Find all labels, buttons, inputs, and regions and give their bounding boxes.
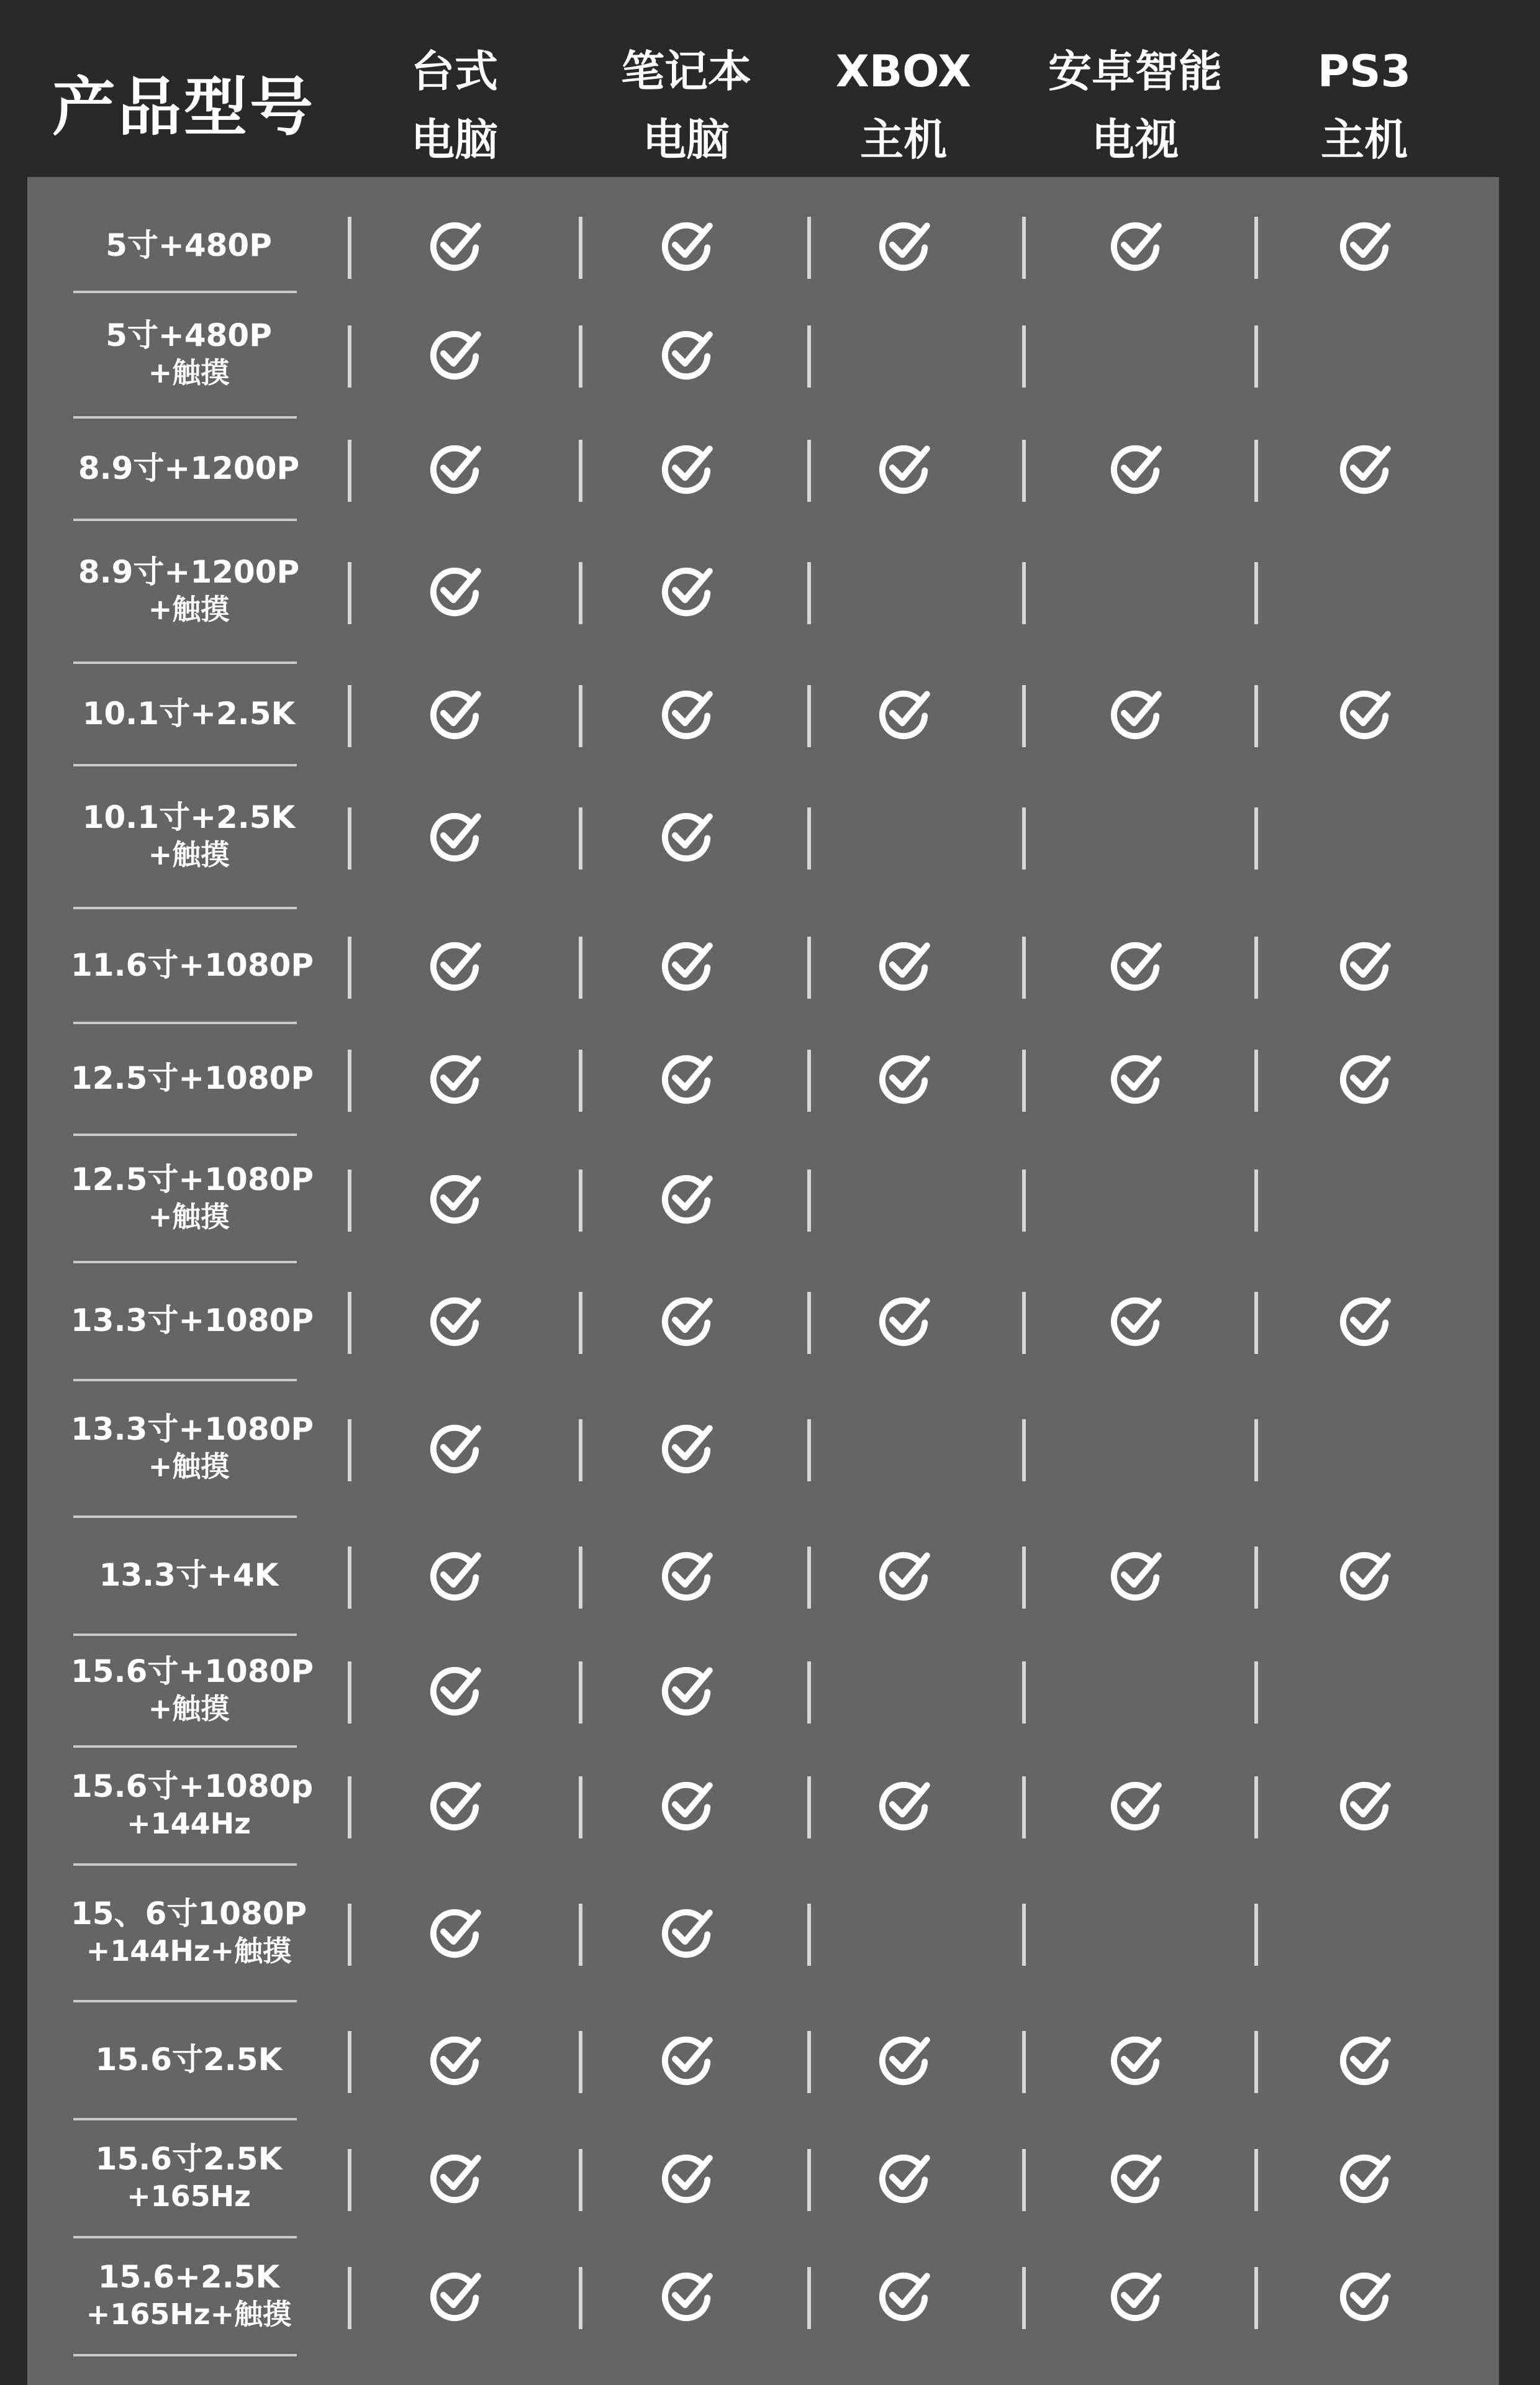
- column-separator: [1022, 937, 1026, 999]
- column-separator: [1022, 440, 1026, 502]
- check-icon: [876, 1292, 931, 1348]
- column-header-col-desktop: [361, 37, 548, 174]
- header-title: 产品型号: [52, 71, 315, 145]
- check-icon: [427, 1292, 482, 1348]
- column-header-col-xbox: [810, 37, 997, 174]
- check-icon: [658, 2267, 714, 2323]
- column-separator: [1022, 807, 1026, 870]
- column-separator: [348, 1661, 351, 1724]
- check-icon: [1107, 2267, 1163, 2323]
- check-icon: [658, 685, 714, 741]
- column-separator: [579, 2031, 582, 2093]
- column-separator: [807, 1547, 811, 1609]
- column-separator: [1254, 1904, 1258, 1966]
- column-separator: [807, 1292, 811, 1354]
- column-separator: [1254, 1776, 1258, 1838]
- model-label: [71, 2140, 307, 2215]
- column-separator: [1254, 440, 1258, 502]
- table-row: [27, 1267, 1499, 1385]
- model-label-line: 10.1寸+2.5K: [82, 695, 296, 732]
- table-row: [27, 205, 1499, 297]
- model-label: [71, 2258, 307, 2333]
- model-label: [71, 553, 307, 628]
- header: [0, 0, 1540, 177]
- model-label: [71, 799, 307, 873]
- check-icon: [658, 1904, 714, 1960]
- column-separator: [807, 807, 811, 870]
- column-separator: [807, 2267, 811, 2329]
- table-row: [27, 2124, 1499, 2242]
- column-header-line: 主机: [860, 114, 947, 165]
- table-row: [27, 2006, 1499, 2124]
- column-header-line: 电脑: [411, 114, 498, 165]
- check-icon: [1336, 2031, 1392, 2087]
- column-separator: [807, 217, 811, 279]
- model-label: [71, 1895, 307, 1969]
- check-icon: [876, 685, 931, 741]
- column-separator: [579, 807, 582, 870]
- model-underline: [73, 416, 297, 419]
- column-separator: [1254, 325, 1258, 388]
- column-separator: [1254, 1419, 1258, 1481]
- column-separator: [348, 1170, 351, 1232]
- check-icon: [427, 1661, 482, 1717]
- check-icon: [1107, 1292, 1163, 1348]
- model-label: [71, 1768, 314, 1842]
- column-separator: [1254, 1547, 1258, 1609]
- column-separator: [348, 2267, 351, 2329]
- column-separator: [579, 217, 582, 279]
- column-separator: [1022, 1292, 1026, 1354]
- model-label: [71, 1653, 314, 1727]
- column-separator: [579, 2149, 582, 2211]
- model-underline: [73, 1022, 297, 1024]
- column-separator: [807, 1050, 811, 1112]
- column-header-col-laptop: [593, 37, 779, 174]
- check-icon: [1336, 2267, 1392, 2323]
- check-icon: [658, 1661, 714, 1717]
- table-row: [27, 1751, 1499, 1869]
- check-icon: [658, 2149, 714, 2205]
- column-separator: [348, 325, 351, 388]
- model-label-line: +165Hz+触摸: [86, 2297, 292, 2331]
- column-separator: [807, 2149, 811, 2211]
- check-icon: [658, 217, 714, 273]
- model-label-line: +165Hz: [127, 2179, 251, 2213]
- check-icon: [876, 217, 931, 273]
- column-separator: [807, 2031, 811, 2093]
- column-separator: [1254, 685, 1258, 747]
- model-label-line: +触摸: [148, 838, 230, 871]
- column-separator: [1254, 1050, 1258, 1112]
- model-underline: [73, 2118, 297, 2120]
- table-row: [27, 1869, 1499, 2006]
- column-separator: [348, 562, 351, 624]
- model-label: [71, 450, 307, 487]
- check-icon: [427, 1050, 482, 1106]
- model-label-line: 5寸+480P: [106, 317, 272, 353]
- column-separator: [807, 325, 811, 388]
- model-underline: [73, 1745, 297, 1748]
- check-icon: [1107, 2149, 1163, 2205]
- model-underline: [73, 1515, 297, 1518]
- table-row: [27, 525, 1499, 668]
- column-separator: [1254, 1661, 1258, 1724]
- table-row: [27, 1640, 1499, 1751]
- check-icon: [658, 562, 714, 618]
- check-icon: [427, 440, 482, 496]
- check-icon: [876, 440, 931, 496]
- model-underline: [73, 1863, 297, 1866]
- model-label-line: 13.3寸+4K: [99, 1557, 279, 1593]
- column-header-col-android-tv: [1042, 37, 1228, 174]
- model-label-line: 15.6寸+1080P: [71, 1653, 314, 1689]
- column-separator: [1022, 1904, 1026, 1966]
- column-separator: [348, 440, 351, 502]
- check-icon: [876, 1547, 931, 1602]
- model-label-line: 15.6寸2.5K: [95, 2042, 283, 2078]
- column-separator: [348, 1419, 351, 1481]
- table-row: [27, 1140, 1499, 1267]
- check-icon: [1336, 217, 1392, 273]
- model-label-line: +触摸: [148, 593, 230, 626]
- column-separator: [348, 1776, 351, 1838]
- column-header-line: 台式: [411, 46, 498, 97]
- check-icon: [1336, 685, 1392, 741]
- check-icon: [1107, 937, 1163, 993]
- model-label-line: +144Hz: [127, 1807, 251, 1840]
- column-separator: [348, 685, 351, 747]
- column-separator: [579, 1904, 582, 1966]
- column-separator: [1022, 685, 1026, 747]
- check-icon: [427, 217, 482, 273]
- column-separator: [1022, 2149, 1026, 2211]
- model-underline: [73, 661, 297, 664]
- column-header-line: XBOX: [835, 46, 972, 97]
- model-label-line: 13.3寸+1080P: [71, 1411, 314, 1447]
- model-label-line: 15.6寸+1080p: [71, 1768, 314, 1804]
- column-separator: [1254, 217, 1258, 279]
- model-label-line: +144Hz+触摸: [86, 1934, 292, 1968]
- check-icon: [658, 1547, 714, 1602]
- model-label: [71, 1556, 307, 1594]
- table-row: [27, 297, 1499, 422]
- model-label-line: 8.9寸+1200P: [78, 554, 300, 590]
- column-separator: [807, 1170, 811, 1232]
- check-icon: [658, 1050, 714, 1106]
- table-row: [27, 770, 1499, 913]
- check-icon: [658, 440, 714, 496]
- model-underline: [73, 1261, 297, 1263]
- check-icon: [427, 685, 482, 741]
- model-label-line: 8.9寸+1200P: [78, 450, 300, 486]
- table-row: [27, 1522, 1499, 1640]
- check-icon: [1336, 1050, 1392, 1106]
- model-underline: [73, 291, 297, 293]
- column-separator: [579, 562, 582, 624]
- check-icon: [1107, 685, 1163, 741]
- check-icon: [1107, 1776, 1163, 1832]
- column-separator: [1254, 2149, 1258, 2211]
- check-icon: [876, 2149, 931, 2205]
- check-icon: [658, 1419, 714, 1475]
- column-separator: [348, 1050, 351, 1112]
- check-icon: [876, 2267, 931, 2323]
- model-label-line: 12.5寸+1080P: [71, 1060, 314, 1096]
- column-header-line: 安卓智能: [1048, 46, 1222, 97]
- model-underline: [73, 1379, 297, 1381]
- table-row: [27, 1028, 1499, 1140]
- column-separator: [1022, 1419, 1026, 1481]
- column-separator: [1254, 1170, 1258, 1232]
- check-icon: [427, 2031, 482, 2087]
- column-separator: [579, 1050, 582, 1112]
- model-label-line: +触摸: [148, 1199, 230, 1233]
- check-icon: [427, 937, 482, 993]
- check-icon: [427, 1547, 482, 1602]
- column-header-line: 主机: [1321, 114, 1408, 165]
- model-label-line: 5寸+480P: [106, 227, 272, 263]
- column-separator: [348, 1904, 351, 1966]
- column-separator: [807, 937, 811, 999]
- check-icon: [1336, 1547, 1392, 1602]
- column-separator: [579, 1419, 582, 1481]
- column-separator: [807, 562, 811, 624]
- table-row: [27, 1385, 1499, 1522]
- check-icon: [876, 2031, 931, 2087]
- check-icon: [658, 937, 714, 993]
- check-icon: [1336, 1292, 1392, 1348]
- model-label-line: 10.1寸+2.5K: [82, 799, 296, 835]
- model-label-line: +触摸: [148, 356, 230, 389]
- check-icon: [1107, 217, 1163, 273]
- column-separator: [1022, 1776, 1026, 1838]
- model-label: [71, 695, 307, 732]
- column-header-line: 电视: [1092, 114, 1179, 165]
- column-separator: [348, 1547, 351, 1609]
- check-icon: [1107, 1547, 1163, 1602]
- column-separator: [1254, 2267, 1258, 2329]
- check-icon: [876, 937, 931, 993]
- check-icon: [1107, 2031, 1163, 2087]
- check-icon: [658, 2031, 714, 2087]
- model-label: [71, 1060, 314, 1097]
- model-label: [71, 317, 307, 391]
- column-separator: [1022, 1661, 1026, 1724]
- check-icon: [427, 1419, 482, 1475]
- model-label: [71, 1411, 314, 1485]
- check-icon: [427, 1170, 482, 1225]
- check-icon: [427, 325, 482, 381]
- model-underline: [73, 2000, 297, 2002]
- check-icon: [1336, 1776, 1392, 1832]
- column-separator: [1022, 2267, 1026, 2329]
- check-icon: [1336, 937, 1392, 993]
- column-separator: [348, 1292, 351, 1354]
- model-label-line: 12.5寸+1080P: [71, 1161, 314, 1197]
- column-header-line: 笔记本: [621, 46, 751, 97]
- model-underline: [73, 519, 297, 521]
- check-icon: [427, 1776, 482, 1832]
- column-separator: [1022, 217, 1026, 279]
- column-separator: [1022, 1170, 1026, 1232]
- check-icon: [658, 1170, 714, 1225]
- check-icon: [427, 1904, 482, 1960]
- column-separator: [579, 1661, 582, 1724]
- column-separator: [1254, 937, 1258, 999]
- column-separator: [579, 1776, 582, 1838]
- model-underline: [73, 2236, 297, 2238]
- column-separator: [579, 440, 582, 502]
- model-label: [71, 947, 314, 984]
- model-label: [71, 1161, 314, 1235]
- check-icon: [658, 1776, 714, 1832]
- table-row: [27, 2242, 1499, 2360]
- model-underline: [73, 1133, 297, 1136]
- column-separator: [1022, 562, 1026, 624]
- check-icon: [1336, 2149, 1392, 2205]
- check-icon: [876, 1050, 931, 1106]
- column-separator: [1022, 325, 1026, 388]
- column-separator: [348, 807, 351, 870]
- model-label-line: 15.6+2.5K: [97, 2259, 280, 2295]
- column-separator: [807, 685, 811, 747]
- column-header-line: PS3: [1317, 46, 1411, 97]
- column-separator: [579, 325, 582, 388]
- column-separator: [1022, 1547, 1026, 1609]
- column-separator: [1254, 807, 1258, 870]
- check-icon: [427, 807, 482, 863]
- column-separator: [348, 217, 351, 279]
- column-separator: [1022, 2031, 1026, 2093]
- model-label: [71, 227, 307, 264]
- compatibility-table: [27, 177, 1499, 2385]
- column-separator: [579, 1292, 582, 1354]
- column-separator: [579, 1170, 582, 1232]
- column-header-col-ps3: [1271, 37, 1457, 174]
- table-row: [27, 422, 1499, 525]
- column-separator: [807, 1904, 811, 1966]
- model-underline: [73, 2354, 297, 2356]
- table-row: [27, 913, 1499, 1028]
- check-icon: [427, 562, 482, 618]
- column-separator: [579, 937, 582, 999]
- model-label-line: 15.6寸2.5K: [95, 2141, 283, 2177]
- check-icon: [1107, 440, 1163, 496]
- model-underline: [73, 764, 297, 766]
- model-label-line: 13.3寸+1080P: [71, 1302, 314, 1338]
- column-separator: [579, 685, 582, 747]
- column-separator: [348, 2149, 351, 2211]
- model-label: [71, 2041, 307, 2078]
- check-icon: [1107, 1050, 1163, 1106]
- column-separator: [348, 937, 351, 999]
- column-separator: [807, 1661, 811, 1724]
- check-icon: [658, 807, 714, 863]
- check-icon: [1336, 440, 1392, 496]
- check-icon: [427, 2149, 482, 2205]
- column-separator: [1254, 1292, 1258, 1354]
- model-underline: [73, 1633, 297, 1636]
- check-icon: [658, 1292, 714, 1348]
- check-icon: [427, 2267, 482, 2323]
- model-label-line: 11.6寸+1080P: [71, 947, 314, 983]
- model-label-line: +触摸: [148, 1692, 230, 1725]
- check-icon: [658, 325, 714, 381]
- column-separator: [1022, 1050, 1026, 1112]
- column-separator: [579, 1547, 582, 1609]
- table-row: [27, 668, 1499, 770]
- column-separator: [807, 1419, 811, 1481]
- column-separator: [1254, 562, 1258, 624]
- model-label-line: 15、6寸1080P: [71, 1896, 307, 1932]
- column-separator: [579, 2267, 582, 2329]
- check-icon: [876, 1776, 931, 1832]
- column-separator: [348, 2031, 351, 2093]
- model-label-line: +触摸: [148, 1450, 230, 1483]
- column-separator: [1254, 2031, 1258, 2093]
- column-header-line: 电脑: [643, 114, 730, 165]
- model-underline: [73, 907, 297, 909]
- model-label: [71, 1302, 314, 1339]
- column-separator: [807, 1776, 811, 1838]
- column-separator: [807, 440, 811, 502]
